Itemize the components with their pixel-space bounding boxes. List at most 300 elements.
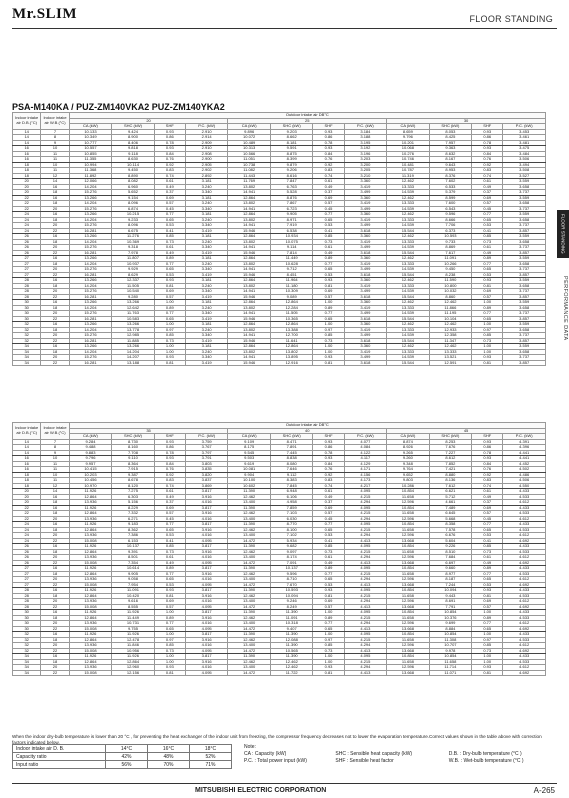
table-cell: 0.83 <box>313 168 344 174</box>
table-cell: 7.646 <box>270 467 313 473</box>
table-cell: 0.81 <box>472 593 503 599</box>
col-header-shc: SHC (kW) <box>270 434 313 440</box>
table-cell: 15.276 <box>69 245 112 251</box>
table-cell: 0.74 <box>472 483 503 489</box>
table-cell: 0.97 <box>154 637 185 643</box>
table-cell: 10.094 <box>429 588 472 594</box>
table-cell: 20 <box>41 355 69 361</box>
table-cell: 8.501 <box>112 555 155 561</box>
table-cell: 11.846 <box>112 643 155 649</box>
table-cell: 20 <box>13 494 41 500</box>
table-cell: 0.84 <box>154 461 185 467</box>
table-cell: 9.348 <box>387 461 430 467</box>
table-cell: 9.796 <box>69 456 112 462</box>
table-cell: 10.602 <box>228 483 271 489</box>
table-cell: 8.953 <box>429 168 472 174</box>
table-cell: 16 <box>41 494 69 500</box>
table-cell: 13.333 <box>387 239 430 245</box>
table-cell: 9 <box>41 140 69 146</box>
table-cell: 12.462 <box>387 278 430 284</box>
table-cell: 5.652 <box>112 190 155 196</box>
table-cell: 1.00 <box>313 610 344 616</box>
table-cell: 13.936 <box>69 500 112 506</box>
table-cell: 5.712 <box>429 494 472 500</box>
table-cell: 0.49 <box>472 184 503 190</box>
table-cell: 11.658 <box>387 494 430 500</box>
table-cell: 10.854 <box>387 566 430 572</box>
table-cell: 0.74 <box>472 173 503 179</box>
table-cell: 11.390 <box>228 654 271 660</box>
table-cell: 0.57 <box>154 604 185 610</box>
table-cell: 20 <box>41 333 69 339</box>
table-cell: 0.61 <box>154 555 185 561</box>
table-cell: 4.502 <box>503 467 546 473</box>
table-cell: 18 <box>41 637 69 643</box>
table-cell: 7.244 <box>429 582 472 588</box>
table-cell: 13.668 <box>387 670 430 676</box>
table-cell: 3.508 <box>503 168 546 174</box>
table-cell: 0.83 <box>313 478 344 484</box>
table-cell: 0.69 <box>472 505 503 511</box>
ratio-header-cell: 18°C <box>190 745 232 753</box>
table-cell: 18 <box>13 472 41 478</box>
ratio-cell: 71% <box>190 761 232 769</box>
table-cell: 0.97 <box>313 327 344 333</box>
table-cell: 20 <box>41 267 69 273</box>
table-cell: 0.92 <box>313 472 344 478</box>
table-cell: 1.00 <box>472 632 503 638</box>
table-cell: 13.802 <box>228 305 271 311</box>
table-cell: 12.596 <box>387 577 430 583</box>
table-cell: 26 <box>13 234 41 240</box>
table-cell: 16 <box>13 461 41 467</box>
table-cell: 16 <box>13 151 41 157</box>
table-cell: 12.642 <box>112 305 155 311</box>
col-header-outdoor: Outdoor intake air DB°C <box>69 113 545 119</box>
table-cell: 9.109 <box>228 439 271 445</box>
table-cell: 7.354 <box>112 560 155 566</box>
table-cell: 11.658 <box>429 659 472 665</box>
table-cell: 13.400 <box>228 599 271 605</box>
table-cell: 3.340 <box>185 190 228 196</box>
table-cell: 0.93 <box>154 665 185 671</box>
table-cell: 11.658 <box>387 527 430 533</box>
table-cell: 0.86 <box>154 445 185 451</box>
col-header-ca: CA (kW) <box>228 434 271 440</box>
table-cell: 9.818 <box>112 146 155 152</box>
table-cell: 10.854 <box>387 632 430 638</box>
table-cell: 12.462 <box>387 300 430 306</box>
table-cell: 3.658 <box>503 349 546 355</box>
ratio-row-label: Input ratio <box>13 761 106 769</box>
table-cell: 3.759 <box>185 439 228 445</box>
table-cell: 4.294 <box>344 555 387 561</box>
table-cell: 4.533 <box>503 637 546 643</box>
table-cell: 9.424 <box>112 129 155 135</box>
table-cell: 3.737 <box>503 311 546 317</box>
table-cell: 2.910 <box>185 146 228 152</box>
table-cell: 4.433 <box>503 505 546 511</box>
table-cell: 0.65 <box>313 267 344 273</box>
table-cell: 8.900 <box>112 135 155 141</box>
table-cell: 3.205 <box>344 168 387 174</box>
table-cell: 30 <box>13 615 41 621</box>
table-cell: 22 <box>13 201 41 207</box>
table-cell: 0.81 <box>313 593 344 599</box>
table-cell: 3.916 <box>185 549 228 555</box>
table-cell: 10.215 <box>112 212 155 218</box>
table-cell: 11.390 <box>228 544 271 550</box>
table-cell: 26 <box>13 560 41 566</box>
table-cell: 4.452 <box>503 461 546 467</box>
table-cell: 12.462 <box>228 571 271 577</box>
table-cell: 3.210 <box>344 173 387 179</box>
table-cell: 14.539 <box>387 190 430 196</box>
table-cell: 13.266 <box>69 322 112 328</box>
table-cell: 12.462 <box>228 494 271 500</box>
table-cell: 3.419 <box>344 283 387 289</box>
table-cell: 14.472 <box>228 560 271 566</box>
table-cell: 18 <box>41 615 69 621</box>
table-cell: 9.682 <box>270 544 313 550</box>
table-cell: 14 <box>41 489 69 495</box>
table-cell: 13.802 <box>228 239 271 245</box>
table-cell: 4.016 <box>185 500 228 506</box>
table-cell: 7.332 <box>112 511 155 517</box>
table-cell: 3.181 <box>185 344 228 350</box>
table-cell: 6.763 <box>270 184 313 190</box>
table-cell: 11.505 <box>270 311 313 317</box>
note-ca: CA : Capacity (kW) <box>244 751 287 757</box>
table-cell: 10.855 <box>69 151 112 157</box>
table-cell: 9.879 <box>270 162 313 168</box>
table-cell: 4.215 <box>344 494 387 500</box>
table-cell: 0.77 <box>472 621 503 627</box>
table-cell: 0.57 <box>154 201 185 207</box>
table-cell: 7.891 <box>270 445 313 451</box>
table-cell: 4.612 <box>503 599 546 605</box>
table-cell: 14.539 <box>387 245 430 251</box>
table-cell: 9.058 <box>112 577 155 583</box>
table-cell: 0.57 <box>472 511 503 517</box>
table-cell: 12.462 <box>270 659 313 665</box>
table-cell: 9.110 <box>112 456 155 462</box>
table-cell: 18 <box>13 483 41 489</box>
table-cell: 11.926 <box>69 566 112 572</box>
table-row <box>13 670 546 676</box>
table-cell: 11.390 <box>270 610 313 616</box>
table-cell: 10.365 <box>270 316 313 322</box>
table-cell: 0.41 <box>154 538 185 544</box>
table-cell: 30 <box>13 305 41 311</box>
ratio-row-label: Capacity ratio <box>13 753 106 761</box>
col-header-shf: SHF <box>472 124 503 130</box>
table-cell: 13.802 <box>228 201 271 207</box>
col-header-ca: CA (kW) <box>228 124 271 130</box>
table-cell: 26 <box>13 250 41 256</box>
table-cell: 13.400 <box>228 643 271 649</box>
table-cell: 8.181 <box>270 140 313 146</box>
table-cell: 13.778 <box>112 327 155 333</box>
table-cell: 3.857 <box>503 228 546 234</box>
table-cell: 0.49 <box>313 184 344 190</box>
table-cell: 3.419 <box>185 360 228 366</box>
table-cell: 4.413 <box>344 626 387 632</box>
table-cell: 13.266 <box>69 234 112 240</box>
table-cell: 15.276 <box>69 223 112 229</box>
table-cell: 3.419 <box>344 349 387 355</box>
table-cell: 3.559 <box>503 195 546 201</box>
table-cell: 0.73 <box>472 239 503 245</box>
table-cell: 0.77 <box>472 212 503 218</box>
table-cell: 12.156 <box>112 670 155 676</box>
table-cell: 3.658 <box>503 283 546 289</box>
table-cell: 11.051 <box>228 157 271 163</box>
table-cell: 14.539 <box>387 355 430 361</box>
table-cell: 0.89 <box>313 256 344 262</box>
table-cell: 4.215 <box>344 527 387 533</box>
table-cell: 6.153 <box>112 538 155 544</box>
table-cell: 0.93 <box>313 355 344 361</box>
table-cell: 0.73 <box>472 648 503 654</box>
table-cell: 11 <box>41 478 69 484</box>
table-cell: 13.936 <box>69 643 112 649</box>
table-cell: 4.533 <box>503 659 546 665</box>
table-cell: 11.658 <box>387 571 430 577</box>
table-cell: 12.916 <box>270 360 313 366</box>
table-cell: 13.668 <box>387 560 430 566</box>
table-cell: 2.909 <box>185 140 228 146</box>
table-cell: 18 <box>41 201 69 207</box>
outdoor-temp-header: 20 <box>69 118 228 124</box>
table-cell: 0.65 <box>154 267 185 273</box>
col-header-pc: P.C. (kW) <box>503 434 546 440</box>
table-cell: 22 <box>13 206 41 212</box>
table-cell: 11.505 <box>112 283 155 289</box>
table-cell: 0.77 <box>154 522 185 528</box>
table-cell: 16 <box>41 344 69 350</box>
col-header-pc: P.C. (kW) <box>185 124 228 130</box>
table-cell: 15.008 <box>69 648 112 654</box>
table-cell: 3.737 <box>503 190 546 196</box>
table-cell: 16 <box>13 467 41 473</box>
table-cell: 13.266 <box>69 344 112 350</box>
table-cell: 0.81 <box>313 283 344 289</box>
table-cell: 30 <box>13 626 41 632</box>
table-cell: 10.937 <box>112 261 155 267</box>
table-cell: 27 <box>13 267 41 273</box>
table-cell: 0.65 <box>154 527 185 533</box>
table-cell: 13.400 <box>228 516 271 522</box>
table-cell: 12.933 <box>429 327 472 333</box>
table-cell: 12 <box>41 483 69 489</box>
table-cell: 14.539 <box>387 333 430 339</box>
table-cell: 12.596 <box>387 500 430 506</box>
table-cell: 4.215 <box>344 637 387 643</box>
table-cell: 22 <box>41 294 69 300</box>
table-cell: 4.122 <box>344 450 387 456</box>
table-cell: 12.462 <box>228 511 271 517</box>
table-cell: 10.593 <box>270 588 313 594</box>
table-cell: 4.692 <box>503 538 546 544</box>
table-cell: 6.271 <box>112 516 155 522</box>
table-cell: 0.53 <box>313 582 344 588</box>
table-cell: 12.462 <box>387 256 430 262</box>
table-cell: 0.69 <box>154 195 185 201</box>
table-cell: 12.462 <box>228 527 271 533</box>
table-cell: 0.41 <box>154 228 185 234</box>
table-cell: 4.215 <box>344 659 387 665</box>
table-cell: 11.390 <box>270 643 313 649</box>
table-cell: 13.802 <box>228 261 271 267</box>
table-cell: 0.69 <box>472 599 503 605</box>
table-cell: 26 <box>13 239 41 245</box>
table-cell: 24 <box>13 522 41 528</box>
table-cell: 0.89 <box>154 566 185 572</box>
table-cell: 15.276 <box>69 289 112 295</box>
table-cell: 2.908 <box>185 151 228 157</box>
table-cell: 9.929 <box>112 267 155 273</box>
table-cell: 9.596 <box>270 571 313 577</box>
table-cell: 3.181 <box>185 300 228 306</box>
table-cell: 8.096 <box>112 223 155 229</box>
table-cell: 0.53 <box>472 223 503 229</box>
table-cell: 10.994 <box>69 162 112 168</box>
table-cell: 9.545 <box>228 450 271 456</box>
table-cell: 22 <box>41 648 69 654</box>
table-cell: 0.85 <box>154 643 185 649</box>
table-cell: 13.895 <box>270 355 313 361</box>
table-cell: 12.462 <box>387 322 430 328</box>
table-cell: 10.203 <box>69 472 112 478</box>
table-cell: 9.206 <box>270 168 313 174</box>
table-cell: 12.700 <box>270 333 313 339</box>
table-cell: 12.284 <box>270 305 313 311</box>
table-cell: 11.892 <box>69 173 112 179</box>
table-cell: 11.091 <box>270 615 313 621</box>
table-cell: 26 <box>13 555 41 561</box>
table-cell: 3.767 <box>185 445 228 451</box>
table-cell: 3.494 <box>503 162 546 168</box>
table-cell: 28 <box>13 289 41 295</box>
table-cell: 8.632 <box>429 151 472 157</box>
table-cell: 11.319 <box>387 173 430 179</box>
table-cell: 4.433 <box>503 610 546 616</box>
table-cell: 14.207 <box>112 355 155 361</box>
table-cell: 10.583 <box>112 316 155 322</box>
sidebar-section-tab[interactable]: FLOOR STANDING <box>557 210 569 258</box>
table-cell: 7.814 <box>270 250 313 256</box>
table-cell: 0.61 <box>154 489 185 495</box>
table-cell: 34 <box>13 670 41 676</box>
table-cell: 9.896 <box>228 129 271 135</box>
table-cell: 14.204 <box>69 327 112 333</box>
table-cell: 0.78 <box>154 140 185 146</box>
table-cell: 8.770 <box>270 522 313 528</box>
table-cell: 12.337 <box>112 278 155 284</box>
table-cell: 0.53 <box>154 582 185 588</box>
table-cell: 0.77 <box>313 621 344 627</box>
table-cell: 7.708 <box>112 450 155 456</box>
table-cell: 13.521 <box>429 355 472 361</box>
table-cell: 0.77 <box>472 522 503 528</box>
table-cell: 0.93 <box>472 439 503 445</box>
table-cell: 8.977 <box>429 571 472 577</box>
table-cell: 8.612 <box>429 456 472 462</box>
table-cell: 8.053 <box>429 129 472 135</box>
table-cell: 0.49 <box>154 184 185 190</box>
table-cell: 1.00 <box>154 344 185 350</box>
table-cell: 13.668 <box>387 648 430 654</box>
table-cell: 27 <box>13 272 41 278</box>
table-cell: 7.227 <box>429 450 472 456</box>
table-cell: 27 <box>13 261 41 267</box>
table-cell: 0.53 <box>472 582 503 588</box>
table-cell: 6.303 <box>112 494 155 500</box>
table-cell: 16 <box>41 278 69 284</box>
table-cell: 3.340 <box>185 289 228 295</box>
table-cell: 13.400 <box>228 665 271 671</box>
table-cell: 4.612 <box>503 643 546 649</box>
table-cell: 15.946 <box>228 294 271 300</box>
table-cell: 15.544 <box>387 294 430 300</box>
table-cell: 27 <box>13 571 41 577</box>
table-cell: 0.65 <box>472 217 503 223</box>
table-cell: 20 <box>13 179 41 185</box>
table-cell: 15.008 <box>69 538 112 544</box>
table-cell: 20 <box>13 489 41 495</box>
table-cell: 14.472 <box>228 626 271 632</box>
table-cell: 12.462 <box>228 593 271 599</box>
table-cell: 0.93 <box>472 355 503 361</box>
table-cell: 8.229 <box>112 505 155 511</box>
table-cell: 6.697 <box>429 560 472 566</box>
table-cell: 20 <box>41 223 69 229</box>
table-cell: 2.900 <box>185 157 228 163</box>
table-cell: 34 <box>13 654 41 660</box>
table-cell: 0.77 <box>313 522 344 528</box>
table-cell: 16 <box>41 566 69 572</box>
table-cell: 11.082 <box>228 168 271 174</box>
table-cell: 1.00 <box>472 654 503 660</box>
table-cell: 2.910 <box>185 129 228 135</box>
table-cell: 18 <box>41 511 69 517</box>
table-cell: 3.192 <box>344 146 387 152</box>
table-cell: 15.276 <box>69 206 112 212</box>
table-cell: 3.188 <box>344 135 387 141</box>
table-cell: 9.616 <box>112 599 155 605</box>
table-cell: 15.544 <box>387 316 430 322</box>
table-cell: 11.866 <box>429 305 472 311</box>
table-cell: 15.946 <box>228 272 271 278</box>
table-cell: 4.095 <box>185 670 228 676</box>
table-cell: 9.904 <box>228 472 271 478</box>
table-cell: 14.539 <box>387 206 430 212</box>
table-cell: 4.294 <box>344 665 387 671</box>
table-cell: 6.645 <box>429 511 472 517</box>
table-cell: 14 <box>13 140 41 146</box>
table-cell: 15.276 <box>69 267 112 273</box>
table-cell: 9.905 <box>112 571 155 577</box>
table-cell: 11.658 <box>387 511 430 517</box>
col-header-shf: SHF <box>154 124 185 130</box>
table-cell: 9.246 <box>270 599 313 605</box>
table-cell: 3.857 <box>503 338 546 344</box>
table-cell: 4.095 <box>344 505 387 511</box>
table-cell: 0.93 <box>154 439 185 445</box>
table-cell: 0.76 <box>154 157 185 163</box>
table-cell: 0.65 <box>154 316 185 322</box>
